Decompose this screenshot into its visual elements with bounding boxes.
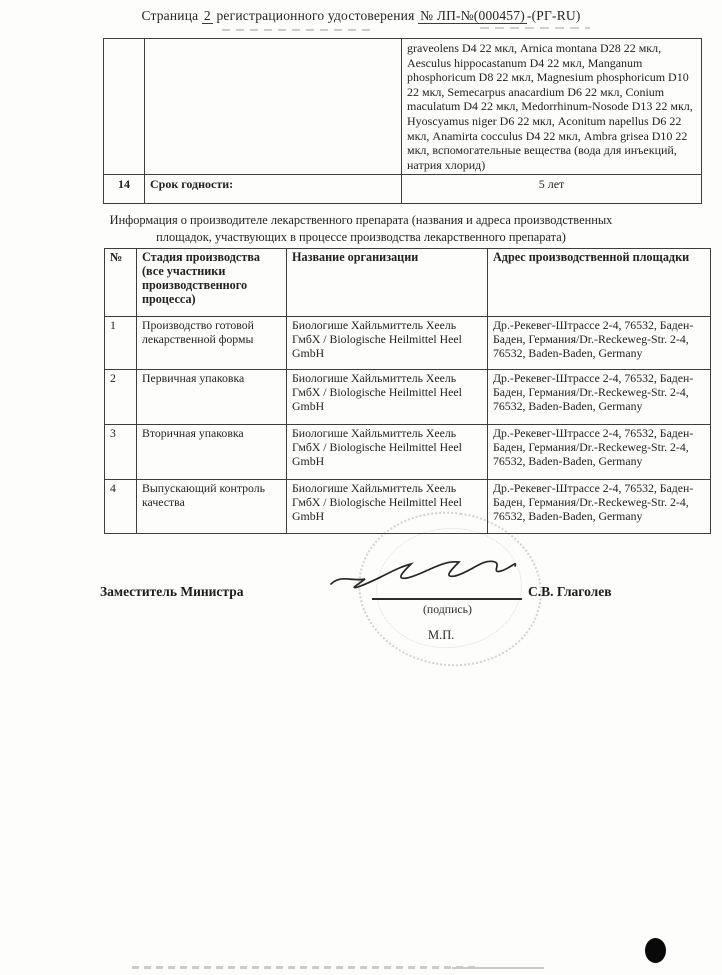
row-num: 3	[105, 425, 137, 480]
page-title-prefix: Страница	[141, 8, 202, 23]
manufacturer-info-intro: Информация о производителе лекарственного препарата (названия и адреса производственных площадок, участвующих в процессе производства лекарственного препарата)	[109, 213, 613, 244]
row-num: 2	[105, 370, 137, 425]
row-organization: Биологише Хайльмиттель Хеель ГмбХ / Biologische Heilmittel Heel GmbH	[287, 317, 488, 370]
row-organization: Биологише Хайльмиттель Хеель ГмбХ / Biologische Heilmittel Heel GmbH	[287, 425, 488, 480]
row-number: 14	[104, 175, 145, 204]
table-row	[104, 39, 702, 175]
scan-artifact	[132, 966, 477, 969]
composition-table	[103, 38, 702, 204]
table-row	[104, 175, 702, 204]
header-organization: Название организации	[287, 249, 488, 317]
table-row	[105, 370, 711, 425]
row-stage: Производство готовой лекарственной формы	[137, 317, 287, 370]
table-row	[105, 425, 711, 480]
punch-hole-dot	[645, 938, 666, 963]
row-number-cell	[104, 39, 145, 175]
scan-artifact	[222, 29, 372, 31]
page-title	[0, 8, 722, 24]
shelf-life-value: 5 лет	[402, 175, 702, 204]
signature-caption: (подпись)	[423, 602, 472, 616]
row-address: Др.-Рекевег-Штрассе 2-4, 76532, Баден-Баден, Германия/Dr.-Reckeweg-Str. 2-4, 76532, Baden-Baden, Germany	[488, 425, 711, 480]
scan-artifact	[480, 27, 590, 29]
signatory-position: Заместитель Министра	[100, 584, 244, 599]
row-num: 4	[105, 480, 137, 534]
row-organization: Биологише Хайльмиттель Хеель ГмбХ / Biologische Heilmittel Heel GmbH	[287, 480, 488, 534]
signature-line	[372, 578, 522, 600]
row-address: Др.-Рекевег-Штрассе 2-4, 76532, Баден-Баден, Германия/Dr.-Reckeweg-Str. 2-4, 76532, Baden-Baden, Germany	[488, 317, 711, 370]
row-address: Др.-Рекевег-Штрассе 2-4, 76532, Баден-Баден, Германия/Dr.-Reckeweg-Str. 2-4, 76532, Baden-Baden, Germany	[488, 370, 711, 425]
header-address: Адрес производственной площадки	[488, 249, 711, 317]
registration-number: № ЛП-№(000457)	[420, 8, 525, 23]
row-stage: Вторичная упаковка	[137, 425, 287, 480]
page-title-middle: регистрационного удостоверения	[212, 8, 419, 23]
table-header-row	[105, 249, 711, 317]
scan-artifact	[452, 967, 544, 969]
page-title-suffix: -(РГ-RU)	[526, 8, 581, 23]
manufacturer-table	[104, 248, 711, 534]
table-row	[105, 317, 711, 370]
signatory-name: С.В. Глаголев	[528, 584, 612, 599]
row-stage: Выпускающий контроль качества	[137, 480, 287, 534]
row-address: Др.-Рекевег-Штрассе 2-4, 76532, Баден-Баден, Германия/Dr.-Reckeweg-Str. 2-4, 76532, Baden-Baden, Germany	[488, 480, 711, 534]
header-stage: Стадия производства (все участники производственного процесса)	[137, 249, 287, 317]
row-stage: Первичная упаковка	[137, 370, 287, 425]
shelf-life-label: Срок годности:	[145, 175, 402, 204]
row-label-cell	[145, 39, 402, 175]
page-number: 2	[203, 8, 211, 23]
composition-continuation-text: graveolens D4 22 мкл, Arnica montana D28 22 мкл, Aesculus hippocastanum D4 22 мкл, Manganum phosphoricum D8 22 мкл, Magnesium phosphoricum D10 22 мкл, Semecarpus anacardium D6 22 мкл, Conium maculatum D4 22 мкл, Medorrhinum-Nosode D13 22 мкл, Hyoscyamus niger D6 22 мкл, Aconitum napellus D6 22 мкл, Anamirta cocculus D4 22 мкл, Ambra grisea D10 22 мкл, вспомогательные вещества (вода для инъекций, натрия хлорид)	[402, 39, 702, 175]
row-num: 1	[105, 317, 137, 370]
header-num: №	[105, 249, 137, 317]
row-organization: Биологише Хайльмиттель Хеель ГмбХ / Biologische Heilmittel Heel GmbH	[287, 370, 488, 425]
seal-mark: М.П.	[428, 628, 455, 642]
